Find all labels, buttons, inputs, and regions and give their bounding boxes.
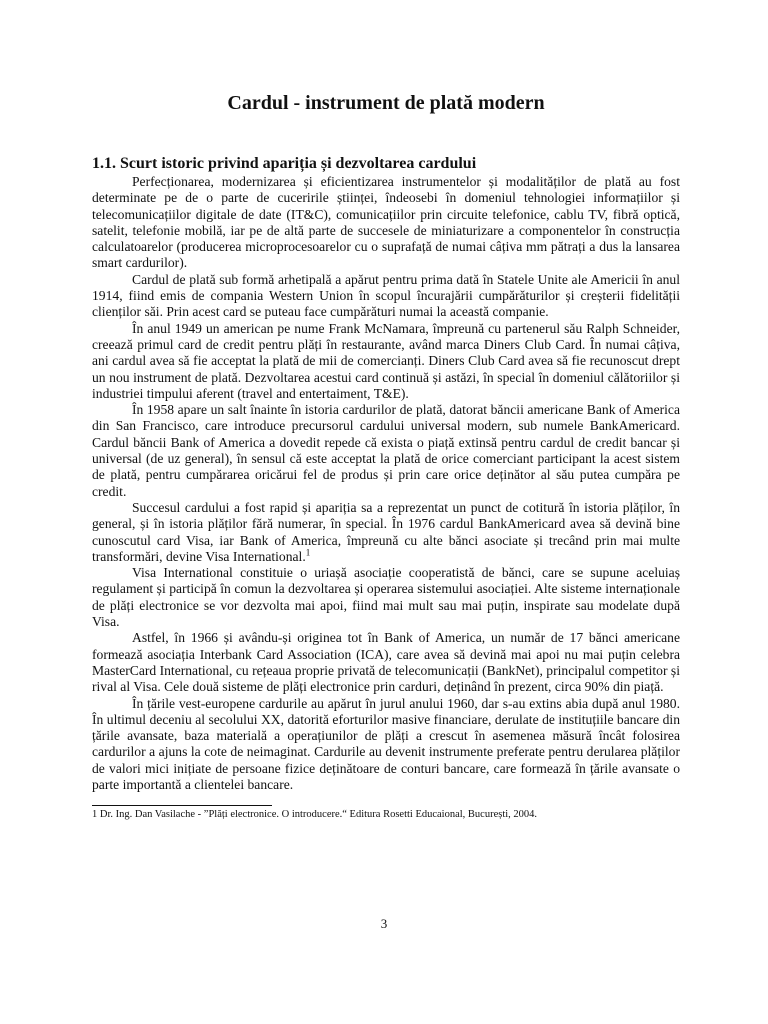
paragraph-8: În țările vest-europene cardurile au apărut în jurul anului 1960, dar s-au extins abia după anul 1980. În ultimul deceniu al secolului XX, datorită eforturilor masive financiare, derulate de instituțiile bancare din țările avansate, baza materială a operațiunilor de plăți a crescut în asemenea măsură încât folosirea cardurilor a ajuns la cote de neimaginat. Cardurile au devenit instrumente preferate pentru derularea plăților de valori mici inițiate de persoane fizice deținătoare de conturi bancare, care formează în țările avansate o parte importantă a clientelei bancare. [92, 695, 680, 792]
footnote-divider [92, 805, 272, 806]
paragraph-1: Perfecționarea, modernizarea și eficientizarea instrumentelor și modalităților de plată au fost determinate pe de o parte de cuceririle științei, îndeosebi în domeniul tehnologiei informațiilor și telecomunicațiilor digitale de date (IT&C), comunicațiilor prin circuite telefonice, cablu TV, fibră optică, satelit, telefonie mobilă, iar pe de altă parte de succesele de miniaturizare a componentelor în construcția calculatoarelor (producerea microprocesoarelor cu o suprafață de numai câțiva mm pătrați a dus la lansarea smart cardurilor). [92, 174, 680, 271]
paragraph-7: Astfel, în 1966 și avându-și originea tot în Bank of America, un număr de 17 bănci americane formează asociația Interbank Card Association (ICA), care avea să devină mai apoi nu mai puțin celebra MasterCard International, cu rețeaua proprie privată de telecomunicații (BankNet), principalul competitor și rival al Visa. Cele două sisteme de plăți electronice prin carduri, deținând în prezent, circa 90% din piață. [92, 630, 680, 695]
paragraph-4: În 1958 apare un salt înainte în istoria cardurilor de plată, datorat băncii americane Bank of America din San Francisco, care introduce precursorul cardului universal modern, sub numele BankAmericard. Cardul băncii Bank of America a dovedit repede că exista o piață extinsă pentru cardul de credit bancar și universal (de uz general), în sensul că este acceptat la plată de orice comerciant participant la acest sistem de plată, pentru cumpărarea oricărui fel de produs și prin care orice deținător al său putea cumpăra pe credit. [92, 402, 680, 499]
paragraph-5 [92, 500, 680, 565]
footnote-reference[interactable]: 1 [305, 547, 311, 558]
paragraph-3: În anul 1949 un american pe nume Frank McNamara, împreună cu partenerul său Ralph Schneider, creează primul card de credit pentru plăți în restaurante, având marca Diners Club Card. În numai câțiva, ani cardul avea să fie acceptat la plată de mii de comercianți. Diners Club Card avea să fie recunoscut drept un nou instrument de plată. Dezvoltarea acestui card continuă și astăzi, în special în domeniul călătoriilor și industriei timpului aferent (travel and entertaiment, T&E). [92, 320, 680, 401]
body-text [92, 174, 680, 793]
section-heading: 1.1. Scurt istoric privind apariția și dezvoltarea cardului [92, 155, 477, 172]
page-number: 3 [380, 916, 388, 931]
document-title: Cardul - instrument de plată modern [227, 92, 545, 114]
footnote: 1 Dr. Ing. Dan Vasilache - ”Plăți electronice. O introducere.“ Editura Rosetti Educaional, București, 2004. [92, 809, 538, 821]
paragraph-6: Visa International constituie o uriașă asociație cooperatistă de bănci, care se supune aceluiaș regulament și participă în comun la dezvoltarea și operarea sistemului asociației. Alte sisteme internaționale de plăți electronice se vor dezvolta mai apoi, fiind mai mult sau mai puțin, inspirate sau modelate după Visa. [92, 565, 680, 630]
paragraph-5-text: Succesul cardului a fost rapid și apariția sa a reprezentat un punct de cotitură în istoria plăților, în general, și în istoria plăților fără numerar, în special. În 1976 cardul BankAmericard avea să devină bine cunoscutul card Visa, iar Bank of America, împreună cu alte bănci asociate și trecând prin mai multe transformări, devine Visa International. [92, 499, 680, 564]
paragraph-2: Cardul de plată sub formă arhetipală a apărut pentru prima dată în Statele Unite ale Americii în anul 1914, fiind emis de compania Western Union în scopul încurajării cumpărăturilor și creșterii fidelității clienților săi. Prin acest card se puteau face cumpărături numai la această companie. [92, 271, 680, 320]
